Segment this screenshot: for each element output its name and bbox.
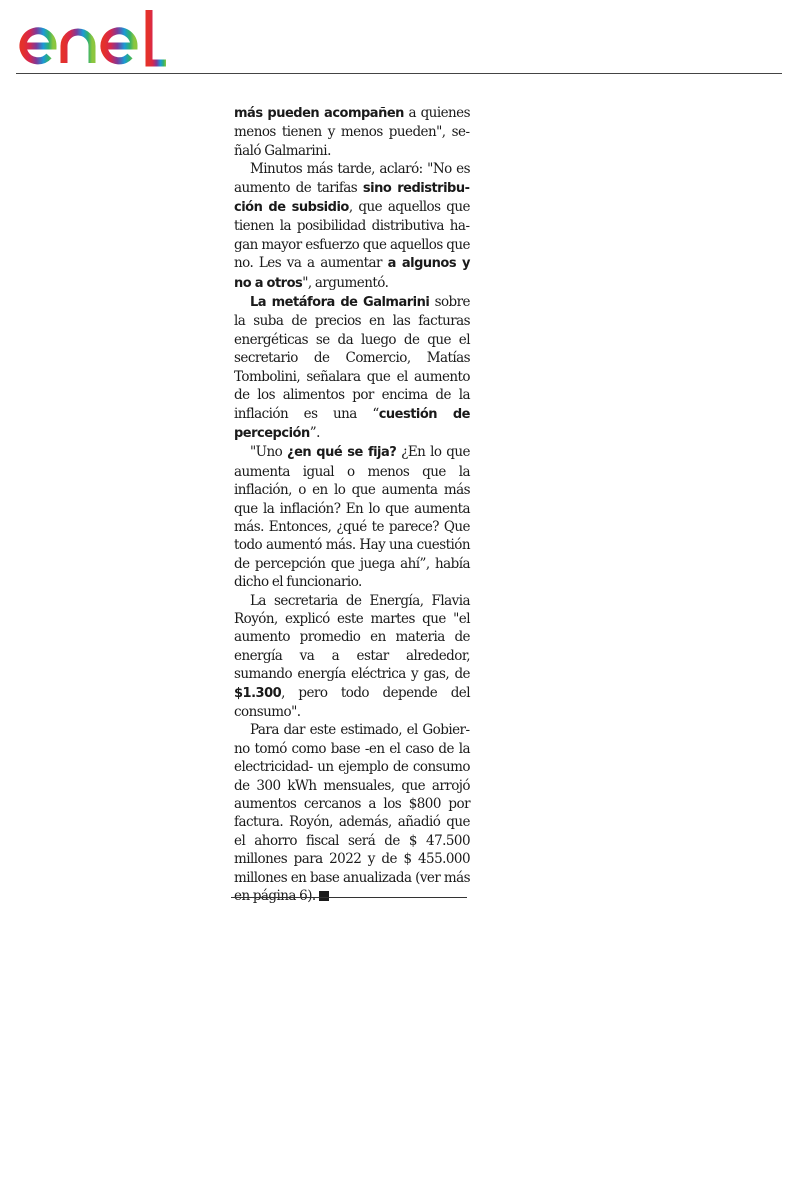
paragraph-text: , pero todo depende del consumo". bbox=[234, 684, 470, 720]
paragraph-text: sobre la suba de precios en las facturas energéticas se da luego de que el secretario de Comercio, Matías Tombolini, señalara que el aumento de los alimentos por encima de la inflación es una “ bbox=[234, 294, 470, 422]
bold-phrase: ¿en qué se fija? bbox=[287, 445, 397, 461]
paragraph-1 bbox=[234, 104, 470, 160]
paragraph-4 bbox=[234, 443, 470, 591]
bold-phrase: a algunos y no a otros bbox=[234, 256, 471, 291]
paragraph-text: La secretaria de Energía, Flavia Royón, explicó este martes que "el aumento promedio en materia de energía va a estar alrededor, sumando energía eléctrica y gas, de bbox=[234, 592, 470, 683]
bold-phrase: más pueden acompañen bbox=[234, 106, 404, 121]
paragraph-3 bbox=[234, 293, 470, 443]
bold-phrase: sino redistribución de subsidio bbox=[234, 180, 470, 216]
footer-divider bbox=[231, 897, 467, 898]
bold-phrase: cuestión de percepción bbox=[234, 406, 470, 441]
paragraph-text: Minutos más tarde, aclaró: "No es aumento de tarifas bbox=[234, 161, 470, 196]
paragraph-text: Para dar este estimado, el Gobierno tomó como base -en el caso de la electricidad- un ejemplo de consumo de 300 kWh mensuales, que arrojó aumentos cercanos a los $800 por factura. Royón, además, añadió que el ahorro fiscal será de $ 47.500 millones para 2022 y de $ 455.000 millones en base anualizada (ver más en página 6). bbox=[234, 722, 470, 905]
bold-phrase: $1.300 bbox=[234, 685, 282, 701]
paragraph-text: ", argumentó. bbox=[302, 274, 389, 291]
paragraph-text: "Uno bbox=[250, 444, 288, 461]
paragraph-2 bbox=[234, 160, 470, 293]
bold-phrase: La metáfora de Galmarini bbox=[250, 295, 430, 311]
enel-logo bbox=[16, 6, 176, 68]
paragraph-text: a quienes menos tienen y menos pueden", señaló Galmarini. bbox=[234, 105, 470, 159]
enel-logo-graphic bbox=[16, 6, 176, 68]
paragraph-5 bbox=[234, 592, 470, 722]
paragraph-6 bbox=[234, 721, 470, 905]
paragraph-text: , que aquellos que tienen la posibilidad distributiva hagan mayor esfuerzo que aquellos que no. Les va a aumentar bbox=[234, 199, 470, 272]
paragraph-text: ”. bbox=[309, 424, 320, 441]
header-divider bbox=[16, 73, 782, 74]
article-column bbox=[234, 104, 470, 905]
paragraph-text: ¿En lo que aumenta igual o menos que la inflación, o en lo que aumenta más que la inflación? En lo que aumenta más. Entonces, ¿qué te parece? Que todo aumentó más. Hay una cuestión de percepción que juega ahí”, había dicho el funcionario. bbox=[234, 444, 470, 591]
